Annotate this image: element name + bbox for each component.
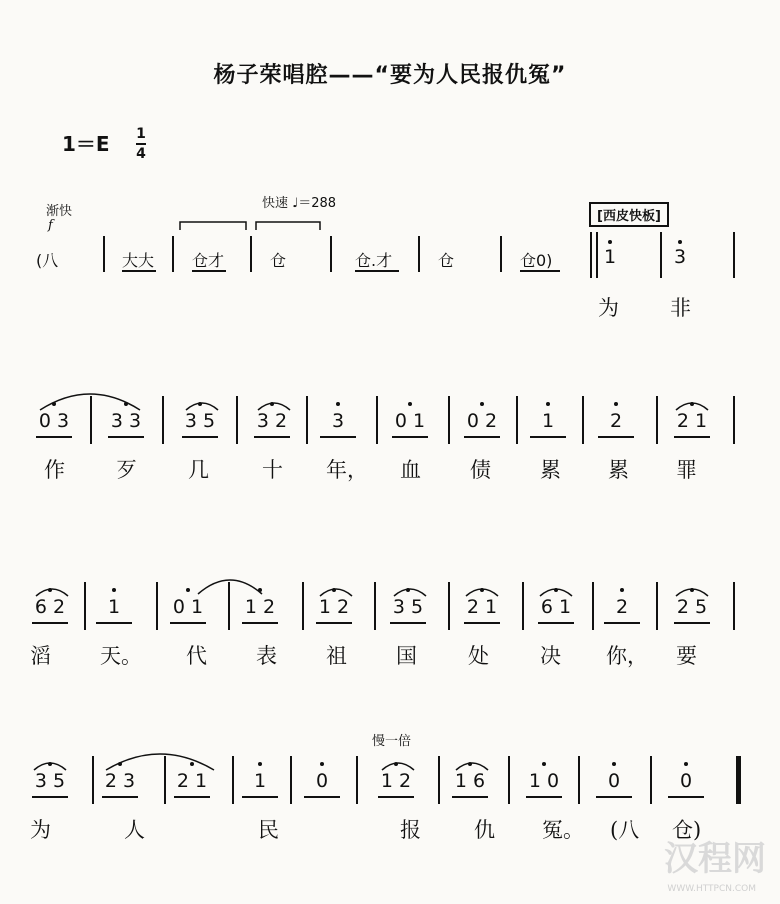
lyric: 为	[598, 296, 619, 320]
lyric: 几	[188, 458, 209, 482]
note: 3	[673, 246, 687, 268]
note-group: 0	[607, 770, 621, 792]
lyric: 血	[400, 458, 421, 482]
repeat-bracket	[180, 222, 246, 230]
note-group: 1 6	[454, 770, 486, 792]
slur	[394, 589, 426, 596]
percussion-syllable: (八	[36, 251, 59, 270]
lyric: 人	[124, 818, 145, 842]
slur	[456, 763, 488, 770]
slur	[186, 403, 218, 410]
slur	[676, 589, 708, 596]
lyric: 歹	[116, 458, 137, 482]
note-group: 2 3	[104, 770, 136, 792]
lyric: 累	[540, 458, 561, 482]
lyric: 累	[608, 458, 629, 482]
slur	[540, 589, 572, 596]
note-group: 1 2	[244, 596, 276, 618]
time-numerator: 1	[136, 126, 146, 142]
watermark-url: WWW.HTTPCN.COM	[667, 884, 756, 894]
lyric: 债	[470, 458, 491, 482]
slur	[320, 589, 352, 596]
note-group: 1	[253, 770, 267, 792]
note-group: 0 1	[172, 596, 204, 618]
lyric: 年，	[326, 458, 368, 482]
lyric: 仇	[474, 818, 495, 842]
slur	[34, 763, 66, 770]
lyric: 十	[262, 458, 283, 482]
note-group: 3 5	[392, 596, 424, 618]
dynamic-mark: f	[48, 218, 53, 233]
percussion-syllable: 仓.才	[355, 251, 393, 270]
note-group: 2 1	[466, 596, 498, 618]
note-group: 0	[679, 770, 693, 792]
time-denominator: 4	[136, 146, 146, 162]
lyric: 报	[400, 818, 421, 842]
note-group: 3 5	[184, 410, 216, 432]
lyric: 民	[258, 818, 279, 842]
note-group: 2 1	[176, 770, 208, 792]
note-group: 3 5	[34, 770, 66, 792]
lyric: 祖	[326, 644, 347, 668]
percussion-syllable: 仓0)	[520, 251, 553, 270]
note-group: 1 0	[528, 770, 560, 792]
note-group: 0 2	[466, 410, 498, 432]
watermark: 汉程网	[664, 839, 766, 879]
note-group: 1	[107, 596, 121, 618]
note-group: 6 2	[34, 596, 66, 618]
lyric: 国	[396, 644, 417, 668]
note-group: 2	[609, 410, 623, 432]
lyric: 要	[676, 644, 697, 668]
lyric: 冤。	[542, 818, 584, 842]
note-group: 0	[315, 770, 329, 792]
note-group: 2 5	[676, 596, 708, 618]
slur	[382, 763, 414, 770]
tempo-marking-accel: 渐快	[46, 204, 73, 219]
lyric: 表	[256, 644, 277, 668]
lyric: 为	[30, 818, 51, 842]
lyric: 处	[468, 644, 489, 668]
lyric: 非	[670, 296, 691, 320]
slur	[676, 403, 708, 410]
note-group: 1 2	[380, 770, 412, 792]
note-group: 6 1	[540, 596, 572, 618]
lyric: 你，	[606, 644, 648, 668]
note-group: 3 2	[256, 410, 288, 432]
lyric: 决	[540, 644, 561, 668]
percussion-syllable: 仓	[270, 251, 287, 270]
lyric: 作	[44, 458, 65, 482]
lyric: 代	[186, 644, 207, 668]
note-group: 3 3	[110, 410, 142, 432]
slur	[466, 589, 498, 596]
slur	[40, 394, 140, 410]
percussion-syllable: 大大	[122, 251, 155, 270]
mode-label: [西皮快板]	[589, 202, 669, 227]
slur	[258, 403, 290, 410]
repeat-bracket	[256, 222, 320, 230]
slur	[198, 580, 262, 594]
slur	[106, 754, 214, 770]
note-group: 3	[331, 410, 345, 432]
lyric: (八	[610, 818, 640, 842]
lyric: 滔	[30, 644, 51, 668]
key-signature: 1＝E	[62, 132, 110, 156]
note-group: 0 1	[394, 410, 426, 432]
lyric: 罪	[676, 458, 697, 482]
note-group: 2	[615, 596, 629, 618]
note-group: 0 3	[38, 410, 70, 432]
slur	[36, 589, 68, 596]
note: 1	[603, 246, 617, 268]
note-group: 2 1	[676, 410, 708, 432]
slow-marking: 慢一倍	[372, 734, 412, 749]
mode-label-text: 西皮快板	[602, 209, 655, 224]
tempo-marking-fast: 快速 ♩＝288	[262, 196, 337, 211]
lyric: 仓)	[672, 818, 702, 842]
percussion-syllable: 仓才	[192, 251, 225, 270]
lyric: 天。	[100, 644, 142, 668]
note-group: 1 2	[318, 596, 350, 618]
note-group: 1	[541, 410, 555, 432]
percussion-syllable: 仓	[438, 251, 455, 270]
page-title: 杨子荣唱腔——“要为人民报仇冤”	[213, 63, 567, 88]
